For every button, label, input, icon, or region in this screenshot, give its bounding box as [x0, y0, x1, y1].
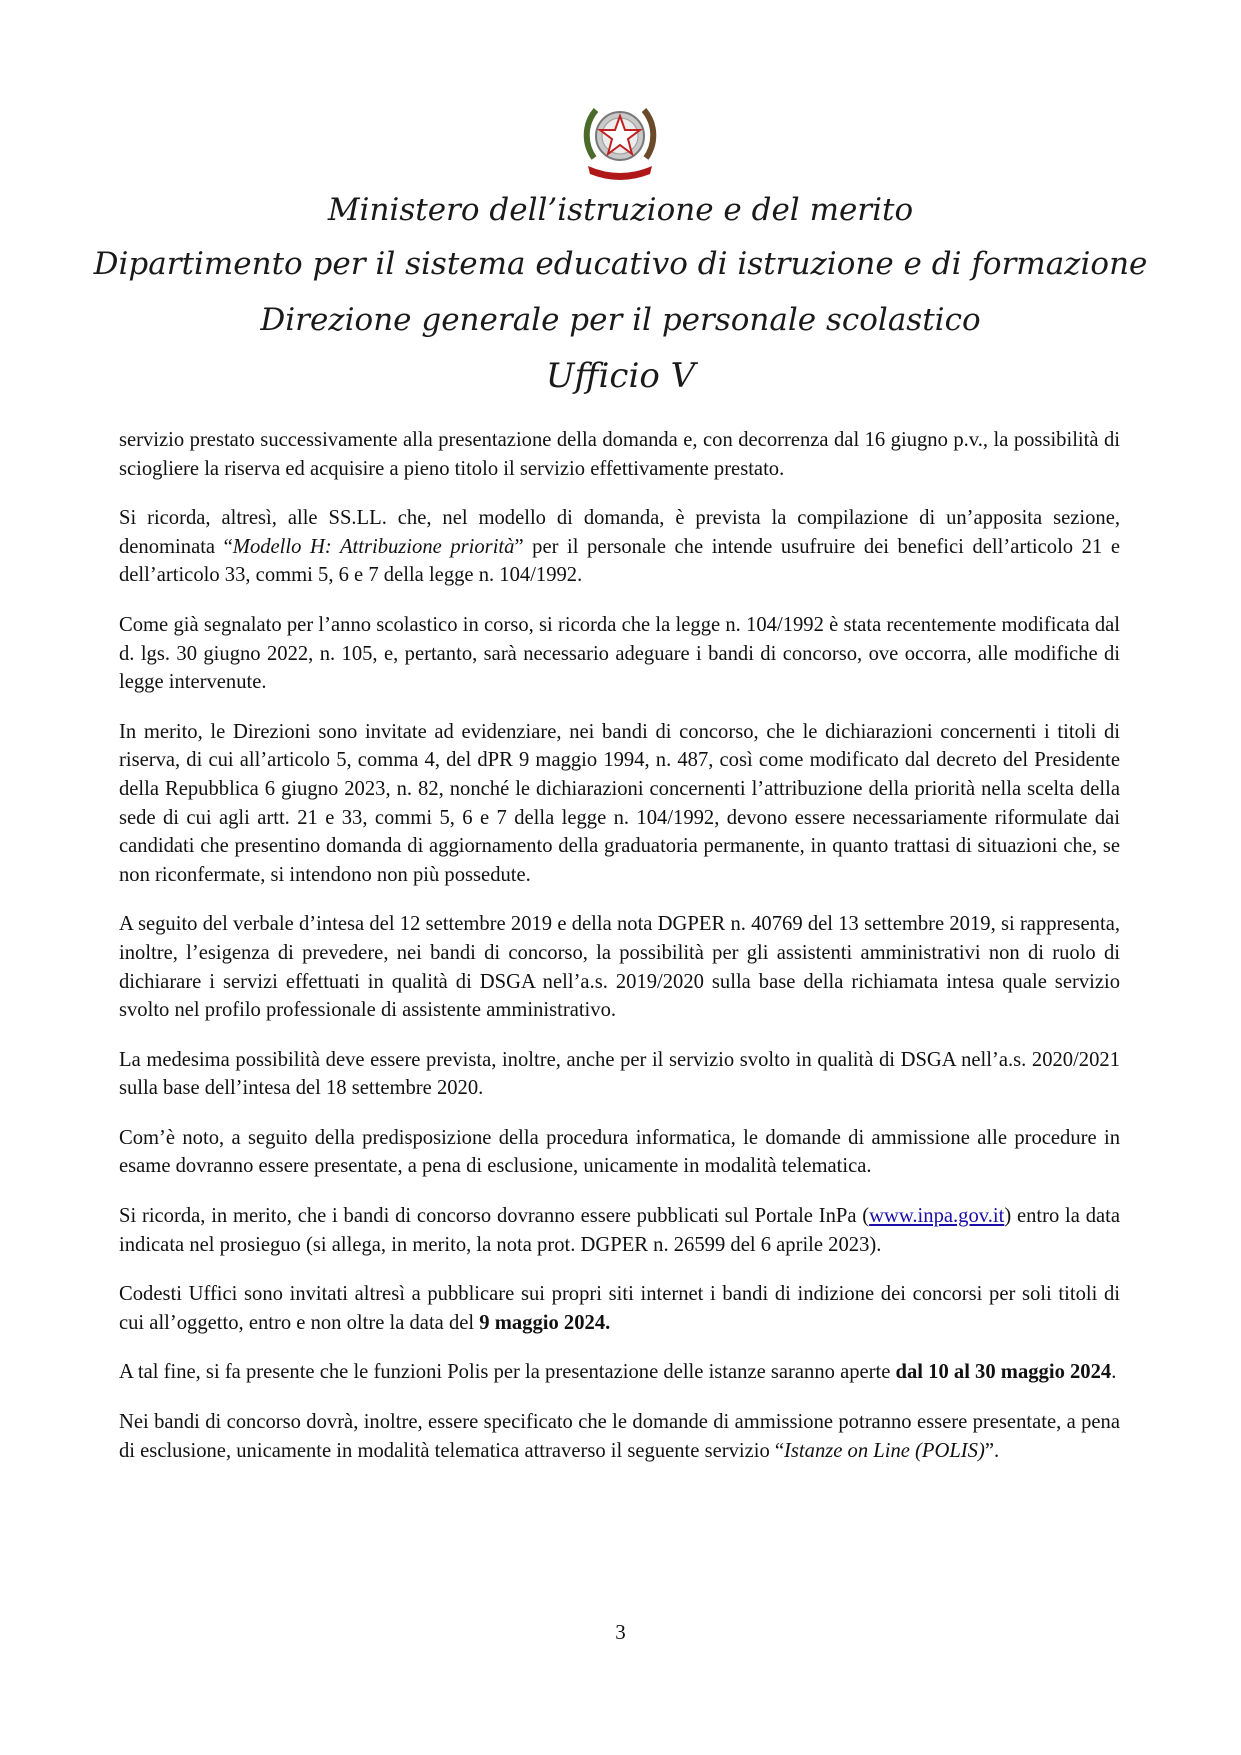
paragraph: Si ricorda, in merito, che i bandi di concorso dovranno essere pubblicati sul Portale InPa (www.inpa.gov.it) entro la data indicata nel prosieguo (si allega, in merito, la nota prot. DGPER n. 26599 del 6 aprile 2023).	[119, 1205, 1120, 1256]
paragraph: Nei bandi di concorso dovrà, inoltre, essere specificato che le domande di ammissione potranno essere presentate, a pena di esclusione, unicamente in modalità telematica attraverso il seguente servizio “Istanze on Line (POLIS)”.	[119, 1411, 1120, 1462]
paragraph: Codesti Uffici sono invitati altresì a pubblicare sui propri siti internet i bandi di indizione dei concorsi per soli titoli di cui all’oggetto, entro e non oltre la data del 9 maggio 2024.	[119, 1283, 1120, 1334]
paragraph: A seguito del verbale d’intesa del 12 settembre 2019 e della nota DGPER n. 40769 del 13 settembre 2019, si rappresenta, inoltre, l’esigenza di prevedere, nei bandi di concorso, la possibilità per gli assistenti amministrativi non di ruolo di dichiarare i servizi effettuati in qualità di DSGA nell’a.s. 2019/2020 sulla base della richiamata intesa quale servizio svolto nel profilo professionale di assistente amministrativo.	[119, 913, 1120, 1022]
italian-republic-emblem-icon	[580, 96, 660, 182]
ministry-title: Ministero dell’istruzione e del merito	[327, 192, 914, 228]
department-title: Dipartimento per il sistema educativo di istruzione e di formazione	[93, 246, 1148, 282]
paragraph: A tal fine, si fa presente che le funzioni Polis per la presentazione delle istanze saranno aperte dal 10 al 30 maggio 2024.	[119, 1361, 1117, 1384]
document-body	[119, 426, 1120, 1486]
paragraph: servizio prestato successivamente alla presentazione della domanda e, con decorrenza dal 16 giugno p.v., la possibilità di sciogliere la riserva ed acquisire a pieno titolo il servizio effettivamente prestato.	[119, 429, 1120, 480]
office-title: Ufficio V	[545, 356, 696, 396]
paragraph: Si ricorda, altresì, alle SS.LL. che, nel modello di domanda, è prevista la compilazione di un’apposita sezione, denominata “Modello H: Attribuzione priorità” per il personale che intende usufruire dei benefici dell’articolo 21 e dell’articolo 33, commi 5, 6 e 7 della legge n. 104/1992.	[119, 507, 1120, 587]
directorate-title: Direzione generale per il personale scolastico	[260, 302, 981, 338]
paragraph: Com’è noto, a seguito della predisposizione della procedura informatica, le domande di ammissione alle procedure in esame dovranno essere presentate, a pena di esclusione, unicamente in modalità telematica.	[119, 1126, 1120, 1178]
paragraph: La medesima possibilità deve essere prevista, inoltre, anche per il servizio svolto in qualità di DSGA nell’a.s. 2020/2021 sulla base dell’intesa del 18 settembre 2020.	[119, 1048, 1120, 1100]
page-number: 3	[615, 1620, 626, 1644]
inpa-link[interactable]: www.inpa.gov.it	[869, 1205, 1005, 1228]
paragraph: In merito, le Direzioni sono invitate ad evidenziare, nei bandi di concorso, che le dichiarazioni concernenti i titoli di riserva, di cui all’articolo 5, comma 4, del dPR 9 maggio 1994, n. 487, così come modificato dal decreto del Presidente della Repubblica 6 giugno 2023, n. 82, nonché le dichiarazioni concernenti l’attribuzione della priorità nella scelta della sede di cui agli artt. 21 e 33, commi 5, 6 e 7 della legge n. 104/1992, devono essere necessariamente riformulate dai candidati che presentino domanda di aggiornamento della graduatoria permanente, in quanto trattasi di situazioni che, se non riconfermate, si intendono non più possedute.	[119, 720, 1120, 886]
paragraph: Come già segnalato per l’anno scolastico in corso, si ricorda che la legge n. 104/1992 è stata recentemente modificata dal d. lgs. 30 giugno 2022, n. 105, e, pertanto, sarà necessario adeguare i bandi di concorso, ove occorra, alle modifiche di legge intervenute.	[119, 613, 1120, 694]
